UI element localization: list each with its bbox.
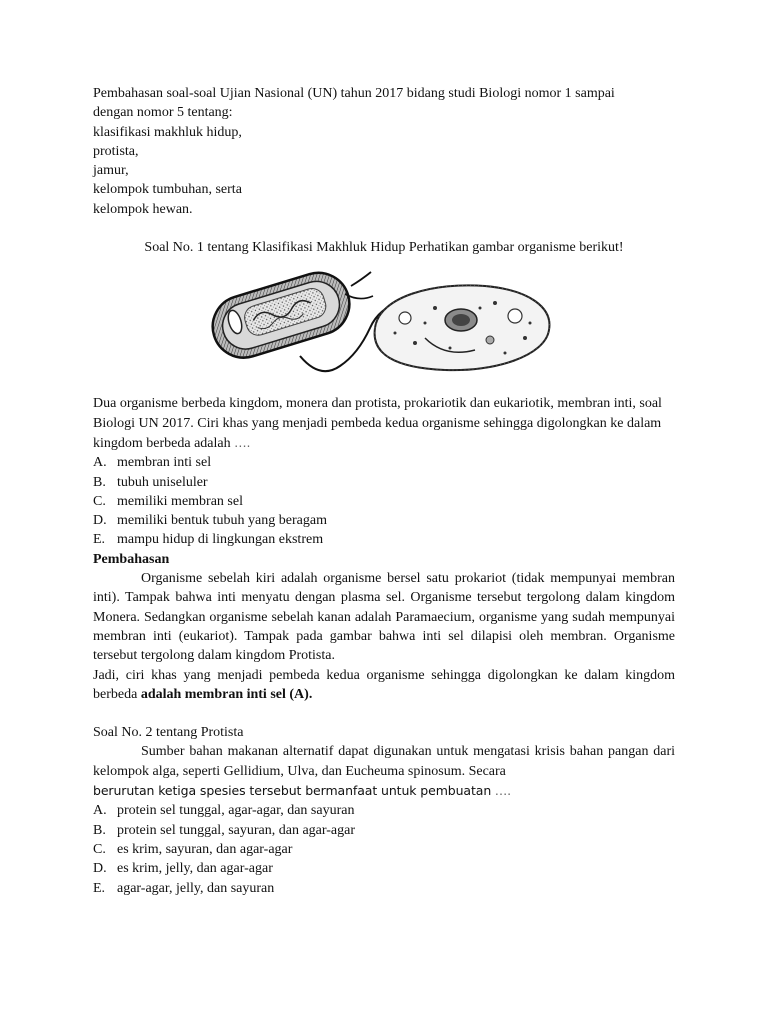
organism-figure [93,264,675,386]
answer-option-b [93,821,675,840]
question-1-text [93,394,675,453]
option-text: es krim, sayuran, dan agar-agar [117,841,293,857]
discussion-text: Organisme sebelah kiri adalah organisme bersel satu prokariot (tidak mempunyai membran inti). Tampak bahwa inti menyatu dengan plasma sel. Organisme tersebut tergolong dalam kingdom Monera. Sedangkan organisme sebelah kanan adalah Paramaecium, organisme yang sudah mempunyai membran inti (eukariot). Tampak pada gambar bahwa inti sel dilapisi oleh membran. Organisme tersebut tergolong dalam kingdom Protista. [93,571,675,664]
discussion-title: Pembahasan [93,551,170,567]
option-text: protein sel tunggal, agar-agar, dan sayuran [117,803,355,819]
conclusion-text [93,666,675,705]
option-text: membran inti sel [117,455,212,471]
question-2-ellipsis: …. [494,783,511,799]
option-letter: B. [93,822,106,838]
topic-item: kelompok tumbuhan, serta [93,182,242,198]
option-letter: D. [93,861,107,877]
answer-option-e [93,530,675,549]
option-text: agar-agar, jelly, dan sayuran [117,880,275,896]
option-text: tubuh uniseluler [117,474,208,490]
question-1-body: Dua organisme berbeda kingdom, monera dan protista, prokariotik dan eukariotik, membran inti, soal Biologi UN 2017. Ciri khas yang menjadi pembeda kedua organisme sehingga digolongkan ke dalam kingdom berbeda adalah [93,396,662,451]
question-2-heading: Soal No. 2 tentang Protista [93,725,244,741]
option-text: protein sel tunggal, sayuran, dan agar-agar [117,822,356,838]
answer-option-e [93,879,675,898]
answer-option-a [93,801,675,820]
answer-option-b [93,473,675,492]
option-letter: C. [93,841,106,857]
option-letter: A. [93,803,107,819]
topic-item: kelompok hewan. [93,201,193,217]
option-letter: B. [93,474,106,490]
conclusion-answer: adalah membran inti sel (A). [140,686,313,702]
topic-item: protista, [93,143,139,159]
intro-line-2: dengan nomor 5 tentang: [93,105,233,121]
option-text: memiliki membran sel [117,493,243,509]
option-letter: C. [93,493,106,509]
question-1-heading: Soal No. 1 tentang Klasifikasi Makhluk Hidup Perhatikan gambar organisme berikut! [144,240,624,256]
option-text: es krim, jelly, dan agar-agar [117,861,273,877]
question-2-body: Sumber bahan makanan alternatif dapat digunakan untuk mengatasi krisis bahan pangan dari kelompok alga, seperti Gellidium, Ulva, dan Eucheuma spinosum. Secara [93,744,675,779]
intro-line-1: Pembahasan soal-soal Ujian Nasional (UN) tahun 2017 bidang studi Biologi nomor 1 sampai [93,86,615,101]
option-letter: E. [93,880,106,896]
topic-item: klasifikasi makhluk hidup, [93,124,242,140]
question-1-ellipsis: …. [234,434,251,450]
option-text: memiliki bentuk tubuh yang beragam [117,513,327,529]
topic-item: jamur, [93,163,129,179]
answer-option-a [93,453,675,472]
question-2-line [93,781,675,801]
paramecium-icon [365,278,555,378]
question-2-body-end: berurutan ketiga spesies tersebut bermanfaat untuk pembuatan [93,783,492,799]
document-page [93,84,675,898]
option-letter: D. [93,513,107,529]
option-text: mampu hidup di lingkungan ekstrem [117,532,324,548]
option-letter: E. [93,532,106,548]
conclusion-prefix: Jadi, ciri khas yang menjadi pembeda kedua organisme sehingga digolongkan ke dalam kingdom berbeda [93,667,675,702]
option-letter: A. [93,455,107,471]
answer-option-c [93,840,675,859]
answer-option-c [93,492,675,511]
answer-option-d [93,859,675,878]
answer-option-d [93,511,675,530]
